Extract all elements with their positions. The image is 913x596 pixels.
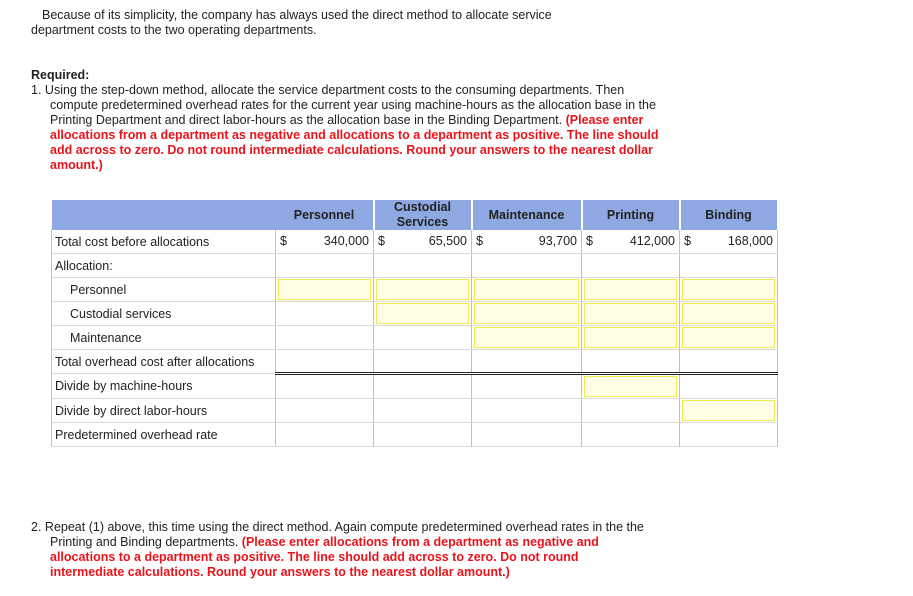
row-label-total-after: Total overhead cost after allocations [52,350,276,374]
allocation-table [51,200,779,447]
intro-line-1: Because of its simplicity, the company has always used the direct method to allocate service [42,8,552,22]
required-item-1 [31,83,671,173]
total-after-custodial [374,350,472,374]
row-label-personnel: Personnel [52,278,276,302]
input-personnel-maintenance[interactable] [474,279,579,300]
cell-binding-total: $ 168,000 [680,230,778,254]
item-1-note: (Please enter allocations from a department as negative and allocations to a department as positive. The line should add across to zero. Do not round intermediate calculations. Round your answers to the nearest dollar amount.) [50,113,659,172]
header-binding: Binding [680,200,778,230]
intro-line-2: department costs to the two operating departments. [31,23,317,37]
input-custodial-maintenance[interactable] [474,303,579,324]
required-title: Required: [31,68,90,82]
table-row [52,254,778,278]
table-row [52,350,778,374]
input-personnel-printing[interactable] [584,279,677,300]
required-section [31,68,671,173]
input-maintenance-printing[interactable] [584,327,677,348]
row-label-machine-hours: Divide by machine-hours [52,374,276,399]
item-1-number: 1. [31,83,42,97]
table-row [52,326,778,350]
table-row [52,302,778,326]
input-labor-hours-binding[interactable] [682,400,775,421]
input-custodial-custodial[interactable] [376,303,469,324]
input-personnel-binding[interactable] [682,279,775,300]
input-maintenance-binding[interactable] [682,327,775,348]
item-2-note: (Please enter allocations from a department as negative and allocations to a department as positive. The line should add across to zero. Do not round intermediate calculations. Round your answers to the nearest dollar amount.) [50,535,599,579]
row-label-rate: Predetermined overhead rate [52,423,276,447]
row-label-total-before: Total cost before allocations [52,230,276,254]
header-printing: Printing [582,200,680,230]
required-item-2 [31,520,651,580]
input-custodial-printing[interactable] [584,303,677,324]
total-after-personnel [276,350,374,374]
table-row [52,423,778,447]
header-maintenance: Maintenance [472,200,582,230]
header-personnel: Personnel [276,200,374,230]
table-row [52,278,778,302]
cell-personnel-total: $ 340,000 [276,230,374,254]
row-label-labor-hours: Divide by direct labor-hours [52,399,276,423]
header-row [52,200,778,230]
header-blank [52,200,276,230]
table-row [52,230,778,254]
total-after-maintenance [472,350,582,374]
cell-custodial-total: $ 65,500 [374,230,472,254]
item-2-text: Repeat (1) above, this time using the direct method. Again compute predetermined overhead rates in the the Printing and Binding departments. [44,520,644,549]
table-row [52,399,778,423]
input-machine-hours-printing[interactable] [584,376,677,397]
table-row [52,374,778,399]
intro-text [31,8,591,38]
row-label-maintenance: Maintenance [52,326,276,350]
total-after-printing [582,350,680,374]
row-label-custodial: Custodial services [52,302,276,326]
input-maintenance-maintenance[interactable] [474,327,579,348]
cell-printing-total: $ 412,000 [582,230,680,254]
input-personnel-personnel[interactable] [278,279,371,300]
item-2-number: 2. [31,520,42,534]
input-personnel-custodial[interactable] [376,279,469,300]
header-custodial: Custodial Services [374,200,472,230]
row-label-allocation: Allocation: [52,254,276,278]
total-after-binding [680,350,778,374]
input-custodial-binding[interactable] [682,303,775,324]
item-1-text: Using the step-down method, allocate the service department costs to the consuming departments. Then compute predetermined overhead rates for the current year using machine-hours as the allocation base in the Printing Department and direct labor-hours as the allocation base in the Binding Department. [44,83,656,127]
cell-maintenance-total: $ 93,700 [472,230,582,254]
